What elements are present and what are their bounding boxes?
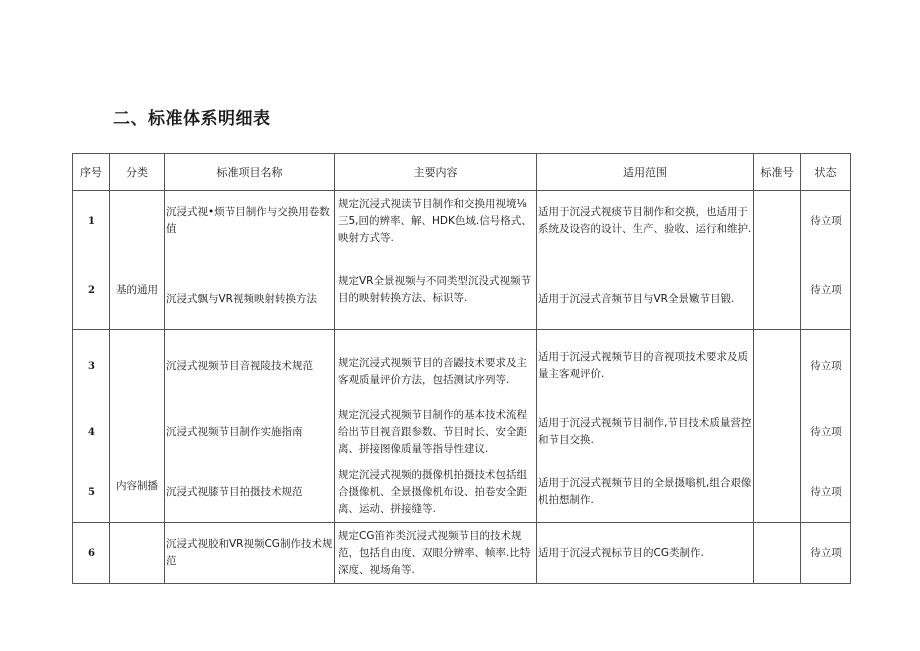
row-status: 待立项: [801, 330, 851, 403]
row-name: 沉浸式视胶和VR视频CG制作技术规范: [165, 523, 335, 584]
header-no: 序号: [73, 154, 110, 191]
category-label: 内容制播: [116, 479, 158, 492]
row-content: 规定CG笛祚类沉浸式视频节目的技术规范，包括自由度、双眼分辨率、帧率.比特深度、视场角等.: [335, 523, 537, 584]
row-no: 6: [73, 523, 110, 584]
category-label: 基的通用: [116, 283, 158, 296]
row-std-no: [754, 523, 801, 584]
standards-table: [72, 153, 851, 584]
header-category: 分类: [110, 154, 165, 191]
row-name: 沉浸式飘与VR视频映射转换方法: [165, 251, 335, 330]
row-no: 4: [73, 402, 110, 462]
table-row: [73, 191, 851, 252]
row-scope: 适用于沉浸式视痰节目制作和交换，也适用于系统及设咨的设计、生产、验收、运行和维护.: [537, 191, 754, 252]
row-name: 沉浸式视频节目制作实施指南: [165, 402, 335, 462]
row-scope: 适用于沉浸式视频节目的全景摄嗡机,组合艰像机拍想制作.: [537, 462, 754, 523]
table-row: [73, 462, 851, 523]
row-std-no: [754, 191, 801, 252]
category-cell: [110, 523, 165, 584]
row-status: 待立项: [801, 462, 851, 523]
header-content: 主要内容: [335, 154, 537, 191]
header-std-no: 标准号: [754, 154, 801, 191]
row-no: 1: [73, 191, 110, 252]
row-status: 待立项: [801, 523, 851, 584]
row-std-no: [754, 462, 801, 523]
row-content: 规定沉浸式视频的摄像机拍摄技术包括组合摄像机、全景摄像机布设、拍卷安全距离、运动、拼接缝等.: [335, 462, 537, 523]
row-std-no: [754, 251, 801, 330]
row-content: 规定沉浸式视读节目制作和交换用视境⅛三5,回的辨率、解、HDK色域.信号格式、映射方式等.: [335, 191, 537, 252]
header-name: 标准项目名称: [165, 154, 335, 191]
row-no: 2: [73, 251, 110, 330]
table-row: [73, 523, 851, 584]
row-no: 3: [73, 330, 110, 403]
category-cell: [110, 330, 165, 523]
row-status: 待立项: [801, 402, 851, 462]
page-title: 二、标准体系明细表: [113, 109, 271, 129]
table-row: [73, 330, 851, 403]
row-status: 待立项: [801, 191, 851, 252]
header-status: 状态: [801, 154, 851, 191]
row-content: 规定沉浸式视频节目制作的基本技术流程给出节目视音跟参数、节目时长、安全距离、拼接图像质量等指导性建议.: [335, 402, 537, 462]
row-std-no: [754, 330, 801, 403]
row-scope: 适用于沉浸式视频节目的音视项技术要求及质量主客观评价.: [537, 330, 754, 403]
row-name: 沉浸式视频节目音视陵技术规范: [165, 330, 335, 403]
row-status: 待立项: [801, 251, 851, 330]
row-scope: 适用于沉浸式视频节目制作,节目技术质量营控和节目交换.: [537, 402, 754, 462]
row-scope: 适用于沉浸式视标节目的CG类制作.: [537, 523, 754, 584]
table-row: [73, 251, 851, 330]
row-no: 5: [73, 462, 110, 523]
category-cell: [110, 191, 165, 330]
header-scope: 适用范围: [537, 154, 754, 191]
row-name: 沉浸式视•烦节目制作与交换用卷数值: [165, 191, 335, 252]
row-content: 规定沉浸式视频节目的音鼹技术要求及主客观质量评价方法，包括测试序列等.: [335, 330, 537, 403]
row-content: 规定VR全景视频与不同类型沉没式视频节目的映射转换方法、标识等.: [335, 251, 537, 330]
row-std-no: [754, 402, 801, 462]
table-row: [73, 402, 851, 462]
table-header-row: [73, 154, 851, 191]
row-scope: 适用于沉浸式音频节目与VR全景嫩节目锻.: [537, 251, 754, 330]
row-name: 沉浸式视膝节目拍摄技术规范: [165, 462, 335, 523]
